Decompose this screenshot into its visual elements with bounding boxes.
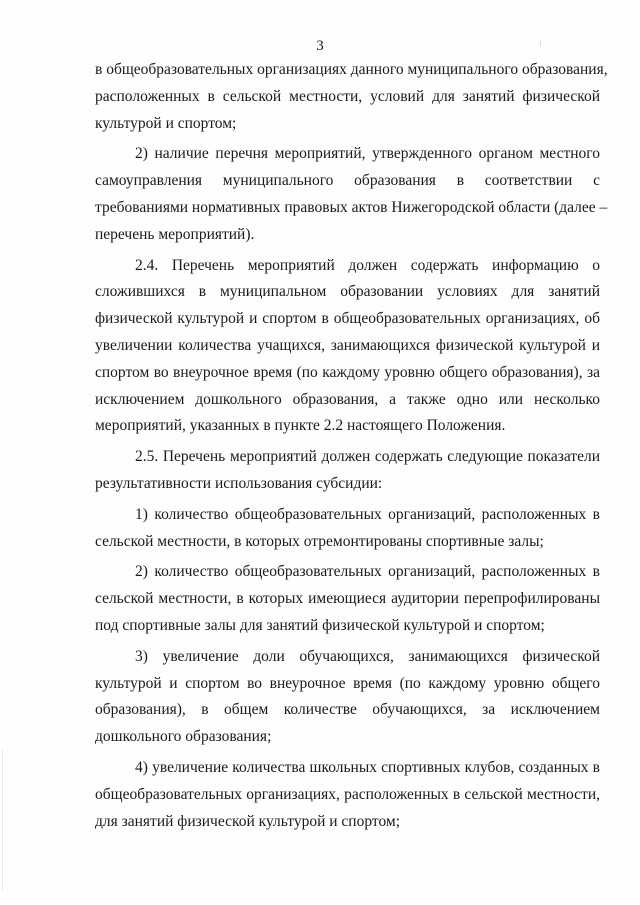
paragraph [95,57,608,137]
text-line: 2) количество общеобразовательных организаций, расположенных в [135,563,600,581]
text-line: 4) увеличение количества школьных спортивных клубов, созданных в [135,758,600,776]
text-line: сельской местности, в которых отремонтированы спортивные залы; [95,532,544,550]
text-line: дошкольного образования; [95,728,272,746]
paragraph [95,502,600,556]
text-line: мероприятий, указанных в пункте 2.2 настоящего Положения. [95,417,506,435]
scan-artifact [540,40,541,46]
text-line: результативности использования субсидии: [95,474,383,492]
text-line: культурой и спортом во внеурочное время (по каждому уровню общего [95,674,600,692]
text-line: сельской местности, в которых имеющиеся аудитории перепрофилированы [95,590,600,608]
text-line: перечень мероприятий). [95,225,255,243]
text-line: 2) наличие перечня мероприятий, утвержденного органом местного [135,145,600,163]
page-number: 3 [316,38,324,54]
text-line: 3) увеличение доли обучающихся, занимающихся физической [135,647,600,665]
text-line: исключением дошкольного образования, а также одно или несколько [95,390,600,408]
paragraph [95,755,600,835]
text-line: для занятий физической культурой и спортом; [95,812,401,830]
text-line: физической культурой и спортом в общеобразовательных организациях, об [95,310,600,328]
text-line: требованиями нормативных правовых актов Нижегородской области (далее – [95,198,608,216]
text-line: в общеобразовательных организациях данного муниципального образования, [95,61,608,78]
text-line: увеличении количества учащихся, занимающихся физической культурой и [95,336,600,354]
text-line: расположенных в сельской местности, условий для занятий физической [95,87,600,105]
text-line: 2.5. Перечень мероприятий должен содержать следующие показатели [135,448,600,466]
scan-artifact [2,750,3,890]
text-line: спортом во внеурочное время (по каждому уровню общего образования), за [95,363,600,381]
paragraph [95,444,600,498]
text-line: культурой и спортом; [95,114,237,132]
paragraph [95,253,600,441]
paragraph [95,141,608,248]
text-line: под спортивные залы для занятий физической культурой и спортом; [95,616,545,634]
document-body [95,57,608,835]
text-line: образования), в общем количестве обучающихся, за исключением [95,701,600,719]
paragraph [95,644,600,751]
paragraph [95,559,600,639]
text-line: сложившихся в муниципальном образовании условиях для занятий [95,283,600,301]
text-line: 1) количество общеобразовательных организаций, расположенных в [135,505,600,523]
text-line: общеобразовательных организациях, расположенных в сельской местности, [95,785,600,803]
text-line: самоуправления муниципального образования в соответствии с [95,172,600,190]
text-line: 2.4. Перечень мероприятий должен содержать информацию о [135,256,600,274]
